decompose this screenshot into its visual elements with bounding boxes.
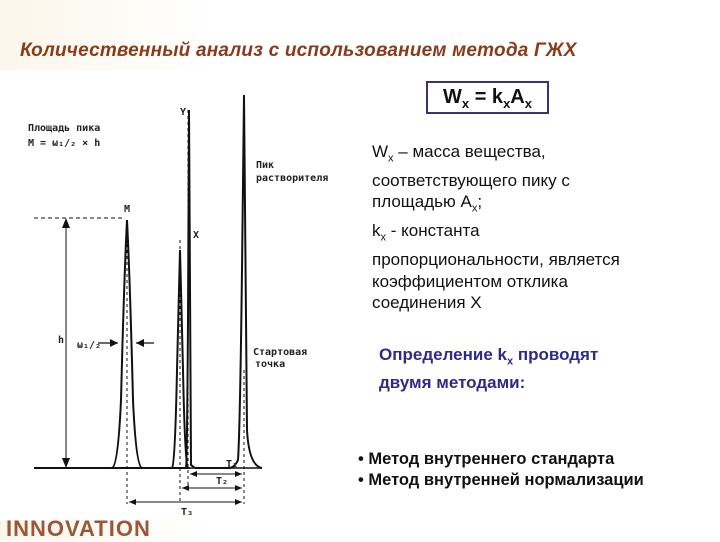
definition-line-6: коэффициентом отклика bbox=[372, 271, 568, 291]
def-line1-rest: – масса вещества, bbox=[393, 142, 546, 161]
method-item-internal-normalization: • Метод внутренней нормализации bbox=[358, 471, 644, 489]
t2-label: T₂ bbox=[216, 476, 229, 487]
definition-line-1 bbox=[372, 141, 672, 170]
area-label: Площадь пика bbox=[28, 123, 101, 134]
def-line3-pre: площадью A bbox=[372, 192, 472, 212]
peak-x-label: X bbox=[193, 230, 200, 241]
formula-w: W bbox=[443, 86, 462, 108]
methods-heading-pre: Определение k bbox=[379, 345, 507, 364]
peak-m-label: M bbox=[124, 204, 131, 215]
formula-box bbox=[426, 81, 549, 114]
definition-line-3 bbox=[372, 191, 672, 220]
def-k-sub: x bbox=[380, 231, 386, 244]
formula-sub-1: x bbox=[461, 96, 470, 111]
start-label-1: Стартовая bbox=[253, 347, 308, 358]
method-item-internal-standard: • Метод внутреннего стандарта bbox=[358, 450, 615, 468]
methods-list bbox=[358, 449, 718, 491]
def-line3-sub: x bbox=[471, 202, 478, 215]
formula-sub-2: x bbox=[503, 96, 511, 111]
t1-label: T₁ bbox=[226, 459, 239, 470]
formula-eq-k: = k bbox=[469, 86, 504, 108]
chromatogram-diagram bbox=[0, 70, 355, 520]
definition-line-5: пропорциональности, является bbox=[372, 250, 620, 270]
t3-label: T₃ bbox=[181, 507, 194, 518]
methods-heading-line-2: двумя методами: bbox=[379, 373, 526, 393]
methods-heading-sub: x bbox=[506, 355, 514, 368]
area-formula: M = ω₁/₂ × h bbox=[28, 138, 101, 149]
solvent-peak-label-2: растворителя bbox=[256, 173, 329, 184]
methods-heading bbox=[379, 344, 679, 393]
formula-a: A bbox=[510, 86, 525, 108]
watermark-text: INNOVATION bbox=[6, 516, 151, 541]
definition-text bbox=[372, 141, 672, 314]
def-line4-rest: - константа bbox=[386, 221, 480, 241]
methods-heading-line-1 bbox=[379, 344, 679, 372]
slide-title: Количественный анализ с использованием метода ГЖХ bbox=[20, 40, 577, 61]
def-w: W bbox=[372, 142, 389, 161]
start-label-2: точка bbox=[255, 359, 286, 370]
definition-line-4 bbox=[372, 220, 672, 249]
peak-y-label: Y bbox=[180, 107, 187, 118]
h-label: h bbox=[58, 335, 65, 346]
formula-sub-3: x bbox=[524, 96, 532, 111]
def-line3-post: ; bbox=[477, 192, 483, 212]
def-k: k bbox=[372, 221, 381, 241]
solvent-peak-label-1: Пик bbox=[256, 160, 275, 171]
methods-heading-post: проводят bbox=[513, 345, 599, 364]
def-w-sub: x bbox=[388, 152, 394, 165]
definition-line-7: соединения X bbox=[372, 293, 482, 313]
half-width-label: ω₁/₂ bbox=[77, 340, 102, 351]
definition-line-2: соответствующего пику с bbox=[372, 170, 570, 190]
